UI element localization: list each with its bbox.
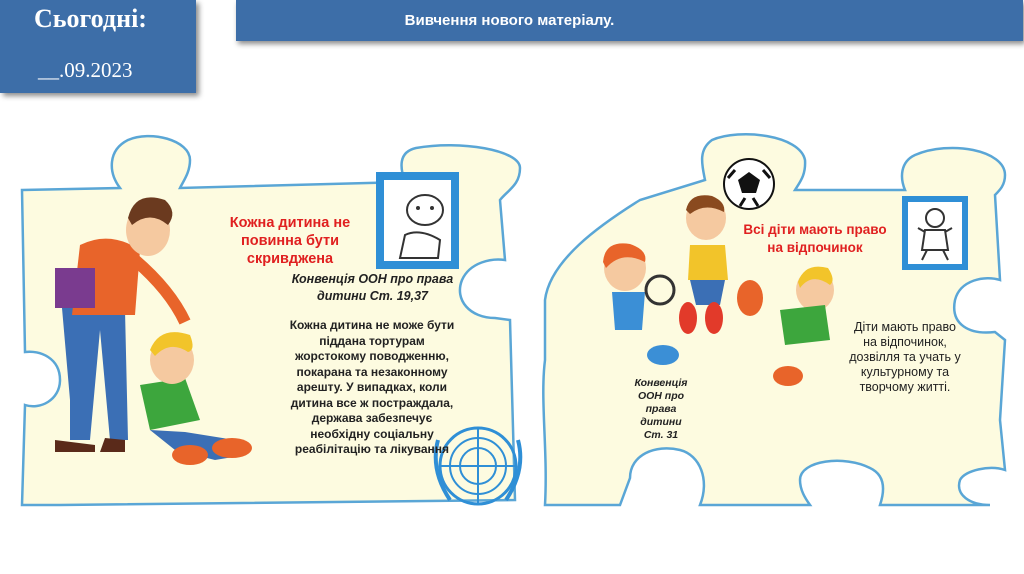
left-body-line: арешту. У випадках, коли	[296, 380, 448, 394]
right-convention	[621, 377, 701, 442]
right-body-line: культурному та	[860, 365, 950, 379]
right-convention-line: ООН про	[637, 390, 685, 402]
right-convention-line: Ст. 31	[643, 429, 679, 441]
right-body-line: Діти мають право	[854, 320, 956, 334]
right-convention-line: Конвенція	[634, 377, 688, 389]
right-body-line: творчому житті.	[859, 380, 951, 394]
right-body-line: на відпочинок,	[863, 335, 947, 349]
left-body-line: держава забезпечує	[311, 411, 433, 425]
left-body-line: піддана тортурам	[319, 333, 425, 348]
right-body-line: дозвілля та учать у	[849, 350, 961, 364]
lesson-title: Вивчення нового матеріалу.	[404, 12, 615, 29]
left-title	[195, 214, 385, 268]
today-label: Сьогодні:	[34, 4, 147, 33]
right-body-text	[830, 320, 980, 395]
right-title-line: Всі діти мають право	[743, 222, 887, 237]
date-value: __.09.2023	[38, 58, 133, 82]
soccer-ball-icon	[724, 159, 774, 209]
left-body-line: Кожна дитина не може бути	[289, 318, 455, 332]
right-convention-line: права	[645, 403, 677, 415]
playing-child-icon	[902, 196, 968, 270]
left-body-line: необхідну соціальну	[310, 426, 434, 441]
left-title-line: скривджена	[246, 251, 334, 267]
left-convention	[270, 271, 475, 305]
left-body-line: реабілітацію та лікування	[294, 442, 450, 456]
hurt-child-icon	[376, 172, 459, 269]
right-title	[735, 221, 895, 257]
left-convention-line: дитини Ст. 19,37	[317, 289, 428, 303]
left-body-line: покарана та незаконному	[296, 364, 448, 379]
left-body-line: дитина все ж постраждала,	[290, 395, 454, 410]
right-title-line: на відпочинок	[767, 240, 863, 255]
left-title-line: повинна бути	[240, 233, 340, 249]
left-title-line: Кожна дитина не	[229, 215, 351, 231]
left-body-line: жорстокому поводженню,	[294, 349, 450, 363]
left-convention-line: Конвенція ООН про права	[291, 272, 454, 286]
left-body-text	[262, 318, 482, 458]
right-convention-line: дитини	[640, 416, 682, 428]
